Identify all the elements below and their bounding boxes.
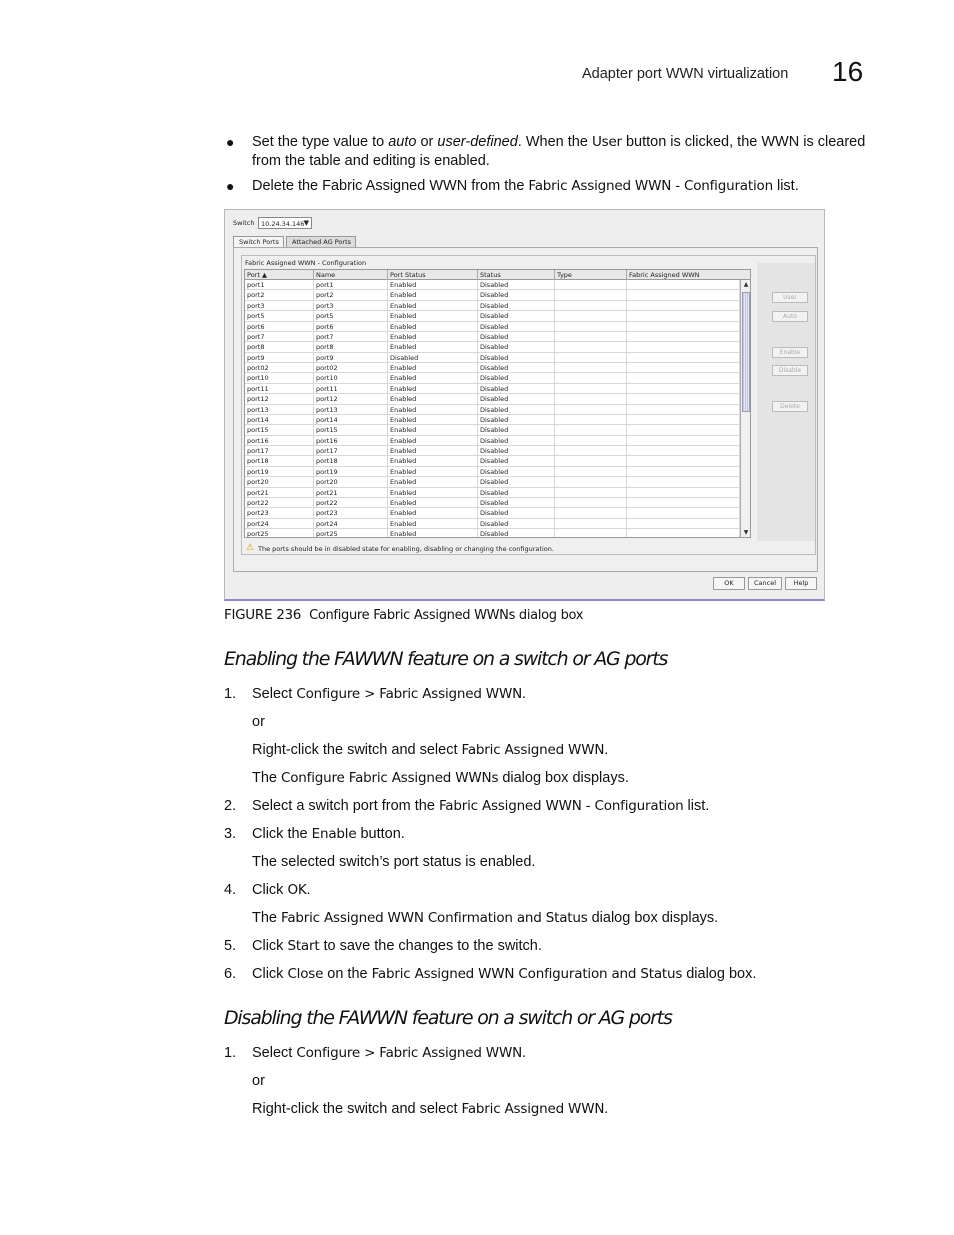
cell-name: port1: [314, 280, 388, 290]
cell-name: port20: [314, 477, 388, 487]
text: Right-click the switch and select: [252, 1101, 462, 1117]
step-number: 2.: [224, 798, 237, 814]
cell-port: port6: [245, 322, 314, 332]
cell-status: Disabled: [478, 384, 555, 394]
cell-name: port18: [314, 456, 388, 466]
cell-port-status: Enabled: [388, 508, 478, 518]
cell-port: port23: [245, 508, 314, 518]
cell-fawwn: [627, 301, 740, 311]
cell-port-status: Enabled: [388, 456, 478, 466]
cell-name: port19: [314, 467, 388, 477]
cell-type: [555, 529, 627, 538]
column-header-port[interactable]: Port ▲: [245, 270, 314, 280]
ui-term: Fabric Assigned WWN Confirmation and Status: [281, 910, 588, 926]
cell-port: port2: [245, 290, 314, 300]
step-text: [252, 938, 542, 954]
cell-port: port14: [245, 415, 314, 425]
tab-switch-ports[interactable]: Switch Ports: [233, 236, 284, 247]
cell-port: port19: [245, 467, 314, 477]
cell-status: Disabled: [478, 301, 555, 311]
cell-fawwn: [627, 415, 740, 425]
auto-button[interactable]: Auto: [772, 311, 808, 322]
cell-name: port9: [314, 353, 388, 363]
step-text: [252, 966, 756, 982]
cell-status: Disabled: [478, 394, 555, 404]
text: .: [604, 742, 609, 758]
cell-fawwn: [627, 467, 740, 477]
cell-port: port10: [245, 373, 314, 383]
cell-status: Disabled: [478, 456, 555, 466]
cell-fawwn: [627, 477, 740, 487]
cell-name: port22: [314, 498, 388, 508]
bullet-dot-icon: ●: [226, 178, 235, 194]
cell-status: Disabled: [478, 280, 555, 290]
cell-type: [555, 280, 627, 290]
table-row[interactable]: [245, 301, 751, 311]
step-result: [252, 910, 718, 926]
group-title: Fabric Assigned WWN - Configuration: [245, 259, 367, 267]
running-header: [582, 56, 872, 96]
cell-status: Disabled: [478, 332, 555, 342]
table-row[interactable]: [245, 498, 751, 508]
step-text: [252, 686, 526, 702]
cell-fawwn: [627, 436, 740, 446]
cell-port-status: Enabled: [388, 467, 478, 477]
text: The: [252, 910, 282, 926]
cell-name: port10: [314, 373, 388, 383]
table-row[interactable]: [245, 290, 751, 300]
cell-status: Disabled: [478, 353, 555, 363]
cell-port: port22: [245, 498, 314, 508]
cell-fawwn: [627, 405, 740, 415]
table-row[interactable]: [245, 311, 751, 321]
cell-type: [555, 384, 627, 394]
cell-type: [555, 290, 627, 300]
cell-port-status: Enabled: [388, 301, 478, 311]
table-row[interactable]: [245, 332, 751, 342]
cell-name: port24: [314, 519, 388, 529]
ui-term: Enable: [311, 826, 357, 842]
cell-fawwn: [627, 280, 740, 290]
cell-status: Disabled: [478, 508, 555, 518]
cell-port: port18: [245, 456, 314, 466]
cell-fawwn: [627, 488, 740, 498]
table-row[interactable]: [245, 353, 751, 363]
cell-fawwn: [627, 353, 740, 363]
ok-button[interactable]: OK: [713, 577, 745, 590]
cell-type: [555, 301, 627, 311]
table-row[interactable]: [245, 425, 751, 435]
step-result: [252, 770, 629, 786]
cell-fawwn: [627, 290, 740, 300]
cell-name: port3: [314, 301, 388, 311]
italic-text: user-defined: [437, 134, 518, 150]
cell-port-status: Enabled: [388, 332, 478, 342]
text: .: [522, 1045, 527, 1061]
column-header-port-status[interactable]: Port Status: [388, 270, 478, 280]
text: Select: [252, 686, 297, 702]
cell-port: port8: [245, 342, 314, 352]
warning-text: The ports should be in disabled state for enabling, disabling or changing the configuration.: [258, 545, 554, 553]
cell-status: Disabled: [478, 415, 555, 425]
cell-fawwn: [627, 363, 740, 373]
cell-fawwn: [627, 446, 740, 456]
cell-status: Disabled: [478, 425, 555, 435]
ui-term: Fabric Assigned WWN - Configuration: [528, 178, 773, 194]
bullet-dot-icon: ●: [226, 134, 235, 150]
scroll-down-icon[interactable]: ▼: [743, 529, 749, 536]
cell-type: [555, 467, 627, 477]
table-row[interactable]: [245, 456, 751, 466]
cell-port: port3: [245, 301, 314, 311]
cell-port: port7: [245, 332, 314, 342]
cell-status: Disabled: [478, 498, 555, 508]
cell-fawwn: [627, 384, 740, 394]
cell-port-status: Enabled: [388, 384, 478, 394]
text: list.: [772, 178, 799, 194]
cell-port-status: Enabled: [388, 488, 478, 498]
text: button is clicked, the WWN is cleared: [621, 134, 866, 150]
section-heading: Disabling the FAWWN feature on a switch or AG ports: [224, 1007, 672, 1029]
cell-port-status: Enabled: [388, 436, 478, 446]
cell-name: port25: [314, 529, 388, 538]
switch-label: Switch: [233, 219, 255, 227]
disable-button[interactable]: Disable: [772, 365, 808, 376]
intro-bullets: [226, 133, 876, 202]
table-row[interactable]: [245, 446, 751, 456]
step-number: 1.: [224, 686, 237, 702]
cell-name: port13: [314, 405, 388, 415]
step-text: [252, 798, 709, 814]
cell-port-status: Enabled: [388, 311, 478, 321]
tab-attached-ag-ports[interactable]: Attached AG Ports: [286, 236, 356, 247]
text: . When the: [517, 134, 592, 150]
cell-name: port12: [314, 394, 388, 404]
cell-status: Disabled: [478, 488, 555, 498]
cell-port: port25: [245, 529, 314, 538]
step-number: 6.: [224, 966, 237, 982]
cell-status: Disabled: [478, 363, 555, 373]
table-row[interactable]: [245, 488, 751, 498]
cell-fawwn: [627, 519, 740, 529]
text: on the: [323, 966, 372, 982]
enable-button[interactable]: Enable: [772, 347, 808, 358]
cell-name: port2: [314, 290, 388, 300]
column-header-status[interactable]: Status: [478, 270, 555, 280]
text: dialog box displays.: [587, 910, 719, 926]
cell-type: [555, 311, 627, 321]
cell-status: Disabled: [478, 446, 555, 456]
ui-term: Configure > Fabric Assigned WWN: [296, 1045, 522, 1061]
table-row[interactable]: [245, 394, 751, 404]
cell-status: Disabled: [478, 436, 555, 446]
cell-fawwn: [627, 332, 740, 342]
cell-port-status: Enabled: [388, 280, 478, 290]
cell-port-status: Enabled: [388, 425, 478, 435]
cell-port: port13: [245, 405, 314, 415]
cell-port: port9: [245, 353, 314, 363]
user-button[interactable]: User: [772, 292, 808, 303]
cell-port: port12: [245, 394, 314, 404]
step-text: [252, 1101, 608, 1117]
text: Click: [252, 966, 288, 982]
text: Click: [252, 882, 288, 898]
cell-name: port23: [314, 508, 388, 518]
text: or: [416, 134, 438, 150]
cell-port-status: Enabled: [388, 290, 478, 300]
cell-status: Disabled: [478, 290, 555, 300]
text: .: [604, 1101, 609, 1117]
ui-term: User: [591, 134, 622, 150]
cell-name: port7: [314, 332, 388, 342]
text: to save the changes to the switch.: [319, 938, 542, 954]
table-row[interactable]: [245, 405, 751, 415]
section-heading: Enabling the FAWWN feature on a switch or AG ports: [224, 648, 668, 670]
table-row[interactable]: [245, 508, 751, 518]
table-row[interactable]: [245, 415, 751, 425]
cell-type: [555, 477, 627, 487]
table-row[interactable]: [245, 342, 751, 352]
cell-fawwn: [627, 322, 740, 332]
cell-name: port02: [314, 363, 388, 373]
ui-term: Fabric Assigned WWN: [461, 1101, 605, 1117]
step-result: The selected switch’s port status is enabled.: [252, 854, 536, 870]
figure-caption: [224, 607, 583, 623]
ui-term: OK: [287, 882, 307, 898]
step-number: 1.: [224, 1045, 237, 1061]
cell-port-status: Enabled: [388, 446, 478, 456]
ui-term: Configure > Fabric Assigned WWN: [296, 686, 522, 702]
cell-fawwn: [627, 373, 740, 383]
cell-port: port17: [245, 446, 314, 456]
table-row[interactable]: [245, 384, 751, 394]
ui-term: Fabric Assigned WWN: [461, 742, 605, 758]
cell-type: [555, 322, 627, 332]
cell-port-status: Enabled: [388, 322, 478, 332]
cell-port: port16: [245, 436, 314, 446]
cell-port-status: Enabled: [388, 415, 478, 425]
cancel-button[interactable]: Cancel: [748, 577, 782, 590]
vertical-scrollbar[interactable]: [740, 280, 751, 538]
cell-status: Disabled: [478, 467, 555, 477]
cell-status: Disabled: [478, 405, 555, 415]
cell-port: port1: [245, 280, 314, 290]
cell-type: [555, 342, 627, 352]
text: dialog box displays.: [498, 770, 629, 786]
cell-name: port8: [314, 342, 388, 352]
configuration-group: [241, 255, 816, 555]
step-text: [252, 742, 608, 758]
cell-port-status: Enabled: [388, 477, 478, 487]
cell-type: [555, 498, 627, 508]
cell-type: [555, 436, 627, 446]
cell-port-status: Enabled: [388, 373, 478, 383]
warning-icon: ⚠: [246, 543, 255, 553]
cell-status: Disabled: [478, 519, 555, 529]
cell-port-status: Enabled: [388, 363, 478, 373]
cell-type: [555, 332, 627, 342]
cell-port: port11: [245, 384, 314, 394]
cell-fawwn: [627, 498, 740, 508]
text: Delete the Fabric Assigned WWN from the: [252, 178, 529, 194]
table-row[interactable]: [245, 529, 751, 538]
text: from the table and editing is enabled.: [252, 153, 490, 169]
cell-name: port11: [314, 384, 388, 394]
figure-label: FIGURE 236: [224, 607, 302, 623]
cell-port-status: Enabled: [388, 498, 478, 508]
figure-title: Configure Fabric Assigned WWNs dialog box: [309, 608, 584, 623]
text: Right-click the switch and select: [252, 742, 462, 758]
cell-name: port17: [314, 446, 388, 456]
cell-type: [555, 508, 627, 518]
cell-fawwn: [627, 311, 740, 321]
cell-name: port21: [314, 488, 388, 498]
ui-term: Fabric Assigned WWN Configuration and Status: [371, 966, 683, 982]
ui-term: Start: [287, 938, 320, 954]
table-row[interactable]: [245, 477, 751, 487]
step-text: [252, 1045, 526, 1061]
cell-fawwn: [627, 394, 740, 404]
cell-status: Disabled: [478, 373, 555, 383]
italic-text: auto: [388, 134, 417, 150]
table-row[interactable]: [245, 373, 751, 383]
cell-port-status: Disabled: [388, 353, 478, 363]
text: Click: [252, 938, 288, 954]
text: The: [252, 770, 282, 786]
cell-status: Disabled: [478, 529, 555, 538]
cell-status: Disabled: [478, 311, 555, 321]
text: .: [306, 882, 311, 898]
text: .: [522, 686, 527, 702]
cell-status: Disabled: [478, 342, 555, 352]
step-number: 4.: [224, 882, 237, 898]
text: Select a switch port from the: [252, 798, 439, 814]
table-row[interactable]: [245, 467, 751, 477]
cell-status: Disabled: [478, 477, 555, 487]
cell-type: [555, 488, 627, 498]
switch-value: 10.24.34.146: [261, 220, 305, 228]
cell-port-status: Enabled: [388, 519, 478, 529]
cell-type: [555, 446, 627, 456]
table-row[interactable]: [245, 322, 751, 332]
running-title: Adapter port WWN virtualization: [582, 66, 789, 82]
step-text: [252, 826, 405, 842]
help-button[interactable]: Help: [785, 577, 817, 590]
ui-term: Fabric Assigned WWN - Configuration: [438, 798, 684, 814]
table-body: [245, 280, 751, 538]
table-row[interactable]: [245, 363, 751, 373]
cell-port-status: Enabled: [388, 342, 478, 352]
tab-panel: [233, 247, 818, 572]
ui-term: Close: [287, 966, 324, 982]
cell-type: [555, 394, 627, 404]
chapter-number: 16: [832, 56, 864, 87]
cell-type: [555, 415, 627, 425]
step-text: [252, 882, 311, 898]
chevron-down-icon: ▼: [303, 219, 309, 227]
cell-port: port5: [245, 311, 314, 321]
text: Set the type value to: [252, 134, 389, 150]
text: Select: [252, 1045, 297, 1061]
switch-dropdown[interactable]: [258, 217, 312, 229]
cell-type: [555, 456, 627, 466]
scroll-thumb[interactable]: [742, 292, 750, 412]
step-or: or: [252, 714, 265, 730]
cell-port-status: Enabled: [388, 529, 478, 538]
bullet-item: [226, 133, 876, 171]
cell-name: port6: [314, 322, 388, 332]
cell-type: [555, 373, 627, 383]
cell-fawwn: [627, 456, 740, 466]
cell-type: [555, 519, 627, 529]
table-row[interactable]: [245, 280, 751, 290]
cell-port: port02: [245, 363, 314, 373]
column-header-fawwn[interactable]: Fabric Assigned WWN: [627, 270, 751, 280]
table-row[interactable]: [245, 519, 751, 529]
text: Click the: [252, 826, 312, 842]
column-header-type[interactable]: Type: [555, 270, 627, 280]
text: button.: [356, 826, 405, 842]
cell-type: [555, 353, 627, 363]
table-header: [245, 270, 751, 280]
column-header-name[interactable]: Name: [314, 270, 388, 280]
cell-port-status: Enabled: [388, 405, 478, 415]
scroll-up-icon[interactable]: ▲: [743, 281, 749, 288]
cell-name: port16: [314, 436, 388, 446]
text: list.: [683, 798, 710, 814]
cell-name: port5: [314, 311, 388, 321]
configure-fawwn-dialog: [224, 209, 825, 601]
ports-table: [244, 269, 751, 538]
cell-port: port20: [245, 477, 314, 487]
text: dialog box.: [682, 966, 757, 982]
bullet-item: [226, 177, 876, 196]
cell-name: port14: [314, 415, 388, 425]
cell-port-status: Enabled: [388, 394, 478, 404]
cell-port: port21: [245, 488, 314, 498]
cell-status: Disabled: [478, 322, 555, 332]
table-row[interactable]: [245, 436, 751, 446]
cell-fawwn: [627, 342, 740, 352]
cell-port: port24: [245, 519, 314, 529]
ui-term: Configure Fabric Assigned WWNs: [281, 770, 499, 786]
cell-fawwn: [627, 508, 740, 518]
cell-type: [555, 425, 627, 435]
cell-fawwn: [627, 529, 740, 538]
cell-fawwn: [627, 425, 740, 435]
cell-type: [555, 405, 627, 415]
cell-name: port15: [314, 425, 388, 435]
cell-port: port15: [245, 425, 314, 435]
step-number: 5.: [224, 938, 237, 954]
cell-type: [555, 363, 627, 373]
step-number: 3.: [224, 826, 237, 842]
step-or: or: [252, 1073, 265, 1089]
delete-button[interactable]: Delete: [772, 401, 808, 412]
